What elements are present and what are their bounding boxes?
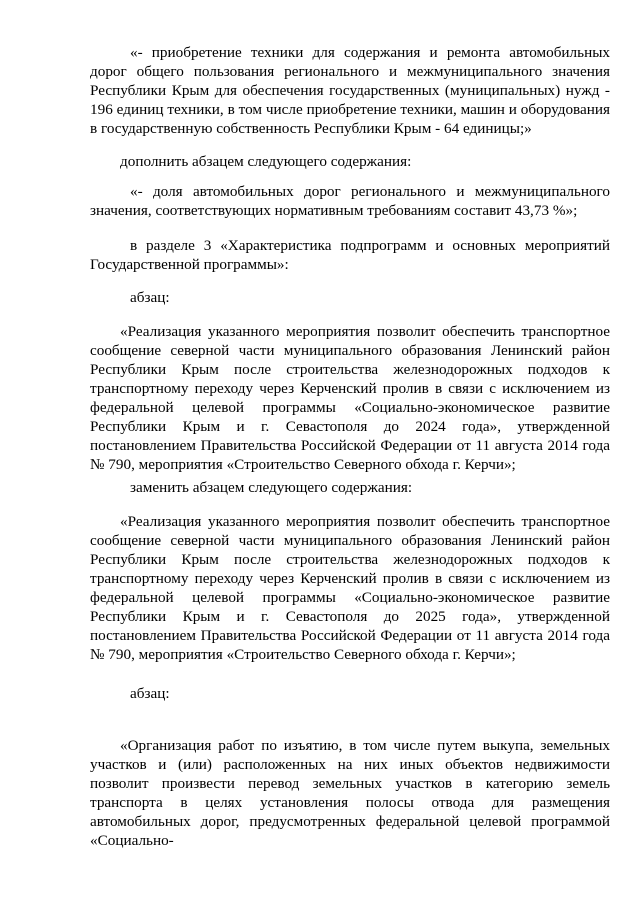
- paragraph-section-3: в разделе 3 «Характеристика подпрограмм и основных мероприятий Государственной программы»:: [90, 237, 610, 273]
- paragraph-abzac-label-2: абзац:: [130, 685, 170, 702]
- paragraph-replace-instruction: заменить абзацем следующего содержания:: [130, 479, 413, 496]
- paragraph-acquisition-of-equipment: «- приобретение техники для содержания и ремонта автомобильных дорог общего пользования регионального и межмуниципального значения Республики Крым для обеспечения государственных (муниципальных) нужд - 196 единиц техники, в том числе приобретение техники, машин и оборудования в государственную собственность Республики Крым - 64 единицы;»: [90, 44, 610, 137]
- paragraph-original-text: «Реализация указанного мероприятия позволит обеспечить транспортное сообщение северной части муниципального образования Ленинский район Республики Крым после строительства железнодорожных подходов к транспортному переходу через Керченский пролив в связи с исключением из федеральной целевой программы «Социально-экономическое развитие Республики Крым и г. Севастополя до 2024 года», утвержденной постановлением Правительства Российской Федерации от 11 августа 2014 года № 790, мероприятия «Строительство Северного обхода г. Керчи»;: [90, 323, 610, 473]
- paragraph-replacement-text: «Реализация указанного мероприятия позволит обеспечить транспортное сообщение северной части муниципального образования Ленинский район Республики Крым после строительства железнодорожных подходов к транспортному переходу через Керченский пролив в связи с исключением из федеральной целевой программы «Социально-экономическое развитие Республики Крым и г. Севастополя до 2025 года», утвержденной постановлением Правительства Российской Федерации от 11 августа 2014 года № 790, мероприятия «Строительство Северного обхода г. Керчи»;: [90, 513, 610, 663]
- paragraph-land-acquisition: «Организация работ по изъятию, в том числе путем выкупа, земельных участков и (или) расположенных на них иных объектов недвижимости позволит произвести перевод земельных участков в категорию земель транспорта в целях установления полосы отвода для размещения автомобильных дорог, предусмотренных федеральной целевой программой «Социально-: [90, 737, 610, 849]
- paragraph-add-instruction: дополнить абзацем следующего содержания:: [120, 153, 412, 170]
- paragraph-abzac-label-1: абзац:: [130, 289, 170, 306]
- paragraph-road-share: «- доля автомобильных дорог регионального и межмуниципального значения, соответствующих нормативным требованиям составит 43,73 %»;: [90, 183, 610, 219]
